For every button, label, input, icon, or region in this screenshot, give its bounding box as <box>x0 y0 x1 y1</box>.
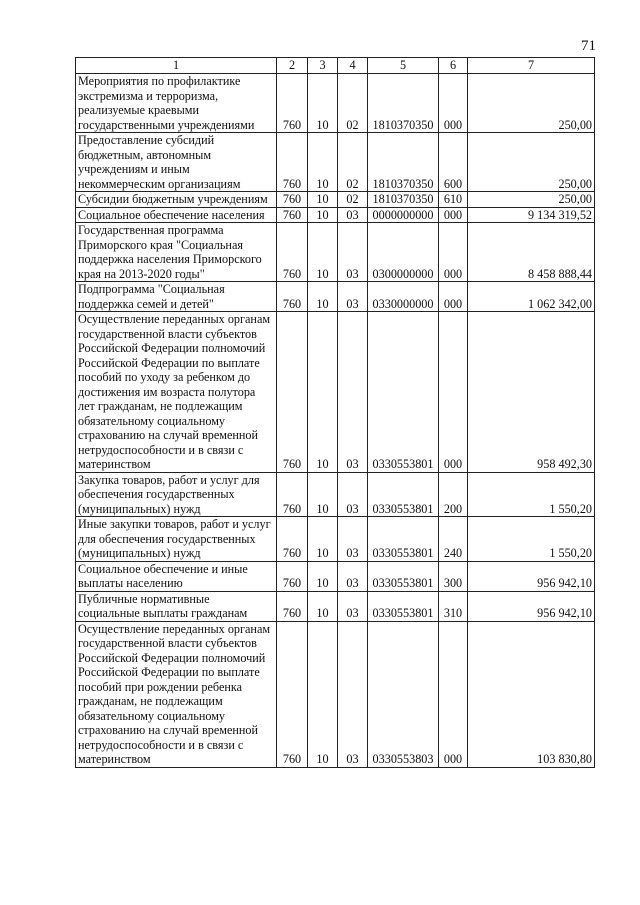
table-row <box>76 621 595 767</box>
amount: 958 492,30 <box>468 312 595 473</box>
item-name: Подпрограмма "Социальная поддержка семей и детей" <box>76 282 277 312</box>
amount: 250,00 <box>468 133 595 192</box>
table-row <box>76 312 595 473</box>
ministry-code: 760 <box>277 312 308 473</box>
item-name: Предоставление субсидий бюджетным, автономным учреждениям и иным некоммерческим организациям <box>76 133 277 192</box>
item-name: Закупка товаров, работ и услуг для обеспечения государственных (муниципальных) нужд <box>76 472 277 517</box>
table-row <box>76 282 595 312</box>
target-article-code: 0330000000 <box>368 282 439 312</box>
subsection-code: 03 <box>338 591 368 621</box>
subsection-code: 03 <box>338 472 368 517</box>
target-article-code: 0330553801 <box>368 472 439 517</box>
amount: 956 942,10 <box>468 561 595 591</box>
subsection-code: 03 <box>338 561 368 591</box>
target-article-code: 1810370350 <box>368 74 439 133</box>
target-article-code: 0330553801 <box>368 561 439 591</box>
section-code: 10 <box>308 207 338 223</box>
table-row <box>76 133 595 192</box>
table-row <box>76 207 595 223</box>
table-row <box>76 192 595 208</box>
amount: 250,00 <box>468 192 595 208</box>
expense-type-code: 000 <box>439 621 468 767</box>
section-code: 10 <box>308 74 338 133</box>
amount: 250,00 <box>468 74 595 133</box>
section-code: 10 <box>308 621 338 767</box>
target-article-code: 0330553801 <box>368 312 439 473</box>
subsection-code: 03 <box>338 621 368 767</box>
amount: 9 134 319,52 <box>468 207 595 223</box>
column-header: 6 <box>439 58 468 74</box>
item-name: Социальное обеспечение населения <box>76 207 277 223</box>
amount: 1 062 342,00 <box>468 282 595 312</box>
target-article-code: 1810370350 <box>368 192 439 208</box>
ministry-code: 760 <box>277 517 308 562</box>
table-row <box>76 223 595 282</box>
table-row <box>76 591 595 621</box>
expense-type-code: 000 <box>439 74 468 133</box>
table-row <box>76 472 595 517</box>
table-row <box>76 74 595 133</box>
target-article-code: 0330553803 <box>368 621 439 767</box>
item-name: Осуществление переданных органам государственной власти субъектов Российской Федерации полномочий Российской Федерации по выплате пособий при рождении ребенка гражданам, не подлежащим обязательному социальному страхованию на случай временной нетрудоспособности и в связи с материнством <box>76 621 277 767</box>
subsection-code: 03 <box>338 282 368 312</box>
column-header: 2 <box>277 58 308 74</box>
expense-type-code: 600 <box>439 133 468 192</box>
expense-type-code: 310 <box>439 591 468 621</box>
ministry-code: 760 <box>277 282 308 312</box>
item-name: Публичные нормативные социальные выплаты гражданам <box>76 591 277 621</box>
subsection-code: 02 <box>338 192 368 208</box>
expense-type-code: 000 <box>439 282 468 312</box>
item-name: Иные закупки товаров, работ и услуг для обеспечения государственных (муниципальных) нужд <box>76 517 277 562</box>
expense-type-code: 300 <box>439 561 468 591</box>
expense-type-code: 000 <box>439 223 468 282</box>
ministry-code: 760 <box>277 472 308 517</box>
target-article-code: 1810370350 <box>368 133 439 192</box>
amount: 103 830,80 <box>468 621 595 767</box>
amount: 956 942,10 <box>468 591 595 621</box>
item-name: Осуществление переданных органам государственной власти субъектов Российской Федерации полномочий Российской Федерации по выплате пособий по уходу за ребенком до достижения им возраста полутора лет гражданам, не подлежащим обязательному социальному страхованию на случай временной нетрудоспособности и в связи с материнством <box>76 312 277 473</box>
page-number: 71 <box>581 38 596 54</box>
subsection-code: 03 <box>338 223 368 282</box>
expense-type-code: 000 <box>439 312 468 473</box>
expense-type-code: 000 <box>439 207 468 223</box>
section-code: 10 <box>308 517 338 562</box>
subsection-code: 03 <box>338 312 368 473</box>
budget-table <box>75 57 595 768</box>
target-article-code: 0330553801 <box>368 591 439 621</box>
section-code: 10 <box>308 561 338 591</box>
subsection-code: 03 <box>338 517 368 562</box>
section-code: 10 <box>308 312 338 473</box>
amount: 1 550,20 <box>468 517 595 562</box>
expense-type-code: 240 <box>439 517 468 562</box>
column-header: 4 <box>338 58 368 74</box>
target-article-code: 0330553801 <box>368 517 439 562</box>
ministry-code: 760 <box>277 74 308 133</box>
item-name: Мероприятия по профилактике экстремизма и терроризма, реализуемые краевыми государственными учреждениями <box>76 74 277 133</box>
section-code: 10 <box>308 223 338 282</box>
item-name: Субсидии бюджетным учреждениям <box>76 192 277 208</box>
ministry-code: 760 <box>277 591 308 621</box>
ministry-code: 760 <box>277 223 308 282</box>
ministry-code: 760 <box>277 133 308 192</box>
ministry-code: 760 <box>277 207 308 223</box>
header-row <box>76 58 595 74</box>
table-row <box>76 561 595 591</box>
amount: 8 458 888,44 <box>468 223 595 282</box>
subsection-code: 02 <box>338 74 368 133</box>
ministry-code: 760 <box>277 192 308 208</box>
table-row <box>76 517 595 562</box>
target-article-code: 0300000000 <box>368 223 439 282</box>
expense-type-code: 610 <box>439 192 468 208</box>
ministry-code: 760 <box>277 621 308 767</box>
section-code: 10 <box>308 133 338 192</box>
item-name: Социальное обеспечение и иные выплаты населению <box>76 561 277 591</box>
expense-type-code: 200 <box>439 472 468 517</box>
section-code: 10 <box>308 192 338 208</box>
column-header: 3 <box>308 58 338 74</box>
column-header: 1 <box>76 58 277 74</box>
amount: 1 550,20 <box>468 472 595 517</box>
item-name: Государственная программа Приморского края "Социальная поддержка населения Приморского края на 2013-2020 годы" <box>76 223 277 282</box>
section-code: 10 <box>308 591 338 621</box>
column-header: 7 <box>468 58 595 74</box>
subsection-code: 03 <box>338 207 368 223</box>
target-article-code: 0000000000 <box>368 207 439 223</box>
section-code: 10 <box>308 472 338 517</box>
section-code: 10 <box>308 282 338 312</box>
ministry-code: 760 <box>277 561 308 591</box>
column-header: 5 <box>368 58 439 74</box>
subsection-code: 02 <box>338 133 368 192</box>
